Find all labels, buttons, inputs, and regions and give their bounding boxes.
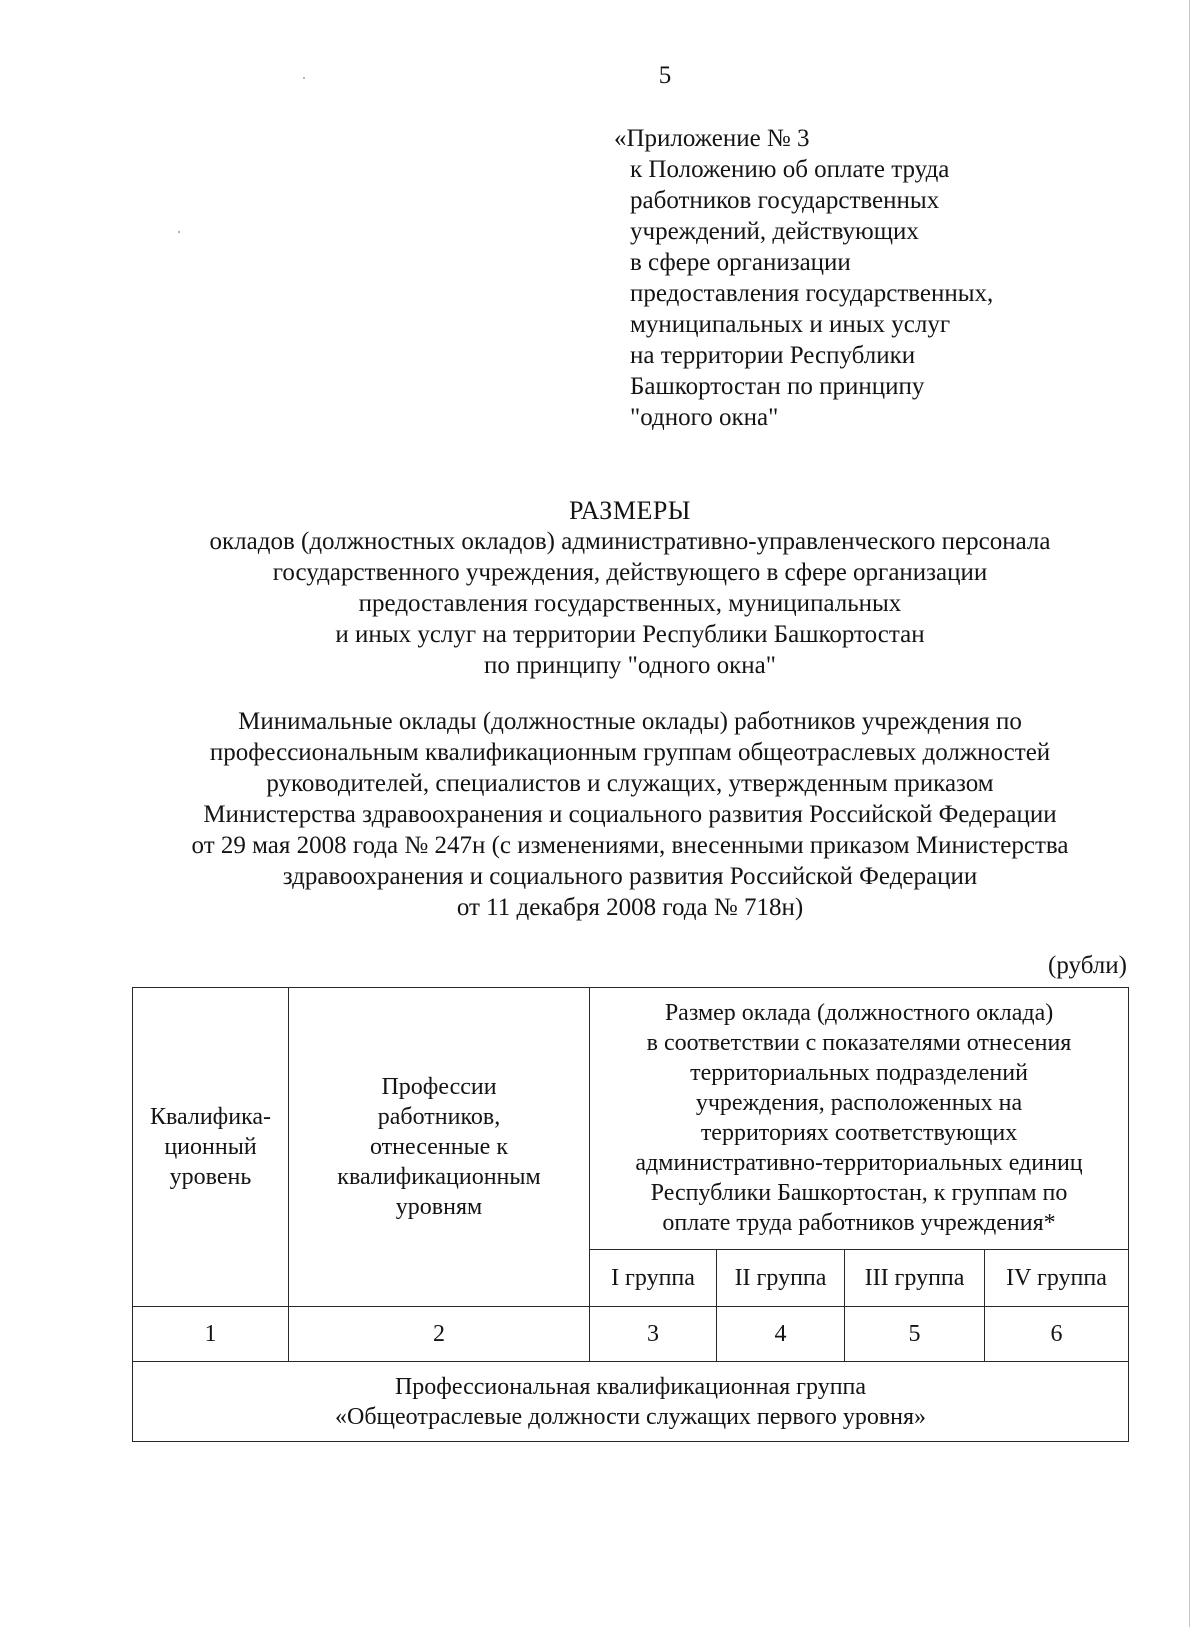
column-number: 2: [289, 1307, 590, 1362]
units-label: (рубли): [1048, 952, 1127, 979]
appendix-line: предоставления государственных,: [630, 280, 994, 307]
column-number-row: [133, 1307, 1129, 1362]
table-header-row: [133, 988, 1129, 1250]
column-number: 6: [985, 1307, 1129, 1362]
group-title-row: [133, 1362, 1129, 1442]
subtitle-line: руководителей, специалистов и служащих, утвержденным приказом: [266, 770, 994, 797]
header-qualification-level: [133, 988, 289, 1307]
header-salary-size: [590, 988, 1129, 1250]
header-text-line: Размер оклада (должностного оклада): [664, 999, 1054, 1026]
subtitle-line: от 29 мая 2008 года № 247н (с изменениями, внесенными приказом Министерства: [191, 832, 1069, 859]
header-group-2: II группа: [717, 1250, 845, 1307]
document-subtitle: [120, 706, 1140, 923]
header-group-4: IV группа: [985, 1250, 1129, 1307]
header-text-line: территориях соответствующих: [700, 1119, 1018, 1146]
header-text-line: учреждения, расположенных на: [695, 1089, 1023, 1116]
group-title-line: «Общеотраслевые должности служащих первого уровня»: [334, 1403, 927, 1430]
subtitle-line: Министерства здравоохранения и социального развития Российской Федерации: [203, 801, 1057, 828]
appendix-line: на территории Республики: [630, 342, 916, 369]
group-title-cell: [133, 1362, 1129, 1442]
subtitle-line: здравоохранения и социального развития Российской Федерации: [282, 863, 978, 890]
header-text-line: уровень: [169, 1164, 252, 1190]
title-line: и иных услуг на территории Республики Башкортостан: [335, 621, 925, 648]
header-text-line: административно-территориальных единиц: [635, 1149, 1083, 1176]
subtitle-line: Минимальные оклады (должностные оклады) работников учреждения по: [238, 708, 1022, 735]
appendix-line: «Приложение № 3: [614, 125, 810, 152]
subtitle-line: профессиональным квалификационным группам общеотраслевых должностей: [209, 739, 1051, 766]
column-number: 4: [717, 1307, 845, 1362]
document-title: [120, 495, 1140, 681]
title-line: государственного учреждения, действующего в сфере организации: [272, 559, 988, 586]
header-text-line: работников,: [377, 1104, 501, 1130]
column-number: 5: [845, 1307, 985, 1362]
scan-edge-line: [1189, 0, 1190, 1627]
header-text-line: территориальных подразделений: [690, 1059, 1028, 1086]
header-group-3: III группа: [845, 1250, 985, 1307]
appendix-line: работников государственных: [630, 187, 940, 214]
appendix-line: к Положению об оплате труда: [630, 156, 950, 183]
column-number: 1: [133, 1307, 289, 1362]
column-number: 3: [590, 1307, 717, 1362]
salary-table: [132, 987, 1129, 1442]
title-heading: РАЗМЕРЫ: [569, 496, 691, 525]
appendix-line: муниципальных и иных услуг: [630, 311, 951, 338]
appendix-reference: [614, 123, 993, 433]
header-text-line: Республики Башкортостан, к группам по: [650, 1179, 1068, 1206]
header-text-line: уровням: [395, 1194, 483, 1220]
title-line: по принципу "одного окна": [484, 652, 776, 679]
page-number: 5: [658, 62, 672, 89]
appendix-line: учреждений, действующих: [630, 218, 919, 245]
header-text-line: Профессии: [381, 1074, 497, 1100]
appendix-line: Башкортостан по принципу: [630, 373, 925, 400]
scan-dust-mark: [178, 231, 180, 233]
subtitle-line: от 11 декабря 2008 года № 718н): [456, 894, 804, 921]
header-group-1: I группа: [590, 1250, 717, 1307]
title-line: окладов (должностных окладов) административно-управленческого персонала: [209, 528, 1051, 555]
header-professions: [289, 988, 590, 1307]
header-text-line: отнесенные к: [370, 1134, 508, 1160]
group-title-line: Профессиональная квалификационная группа: [394, 1373, 867, 1400]
header-text-line: в соответствии с показателями отнесения: [646, 1029, 1072, 1056]
header-text-line: ционный: [164, 1134, 257, 1160]
header-text-line: Квалифика-: [149, 1104, 272, 1130]
title-line: предоставления государственных, муниципальных: [358, 590, 902, 617]
header-text-line: квалификационным: [337, 1164, 541, 1190]
appendix-line: "одного окна": [630, 404, 779, 431]
appendix-line: в сфере организации: [630, 249, 851, 276]
header-text-line: оплате труда работников учреждения*: [662, 1209, 1056, 1236]
